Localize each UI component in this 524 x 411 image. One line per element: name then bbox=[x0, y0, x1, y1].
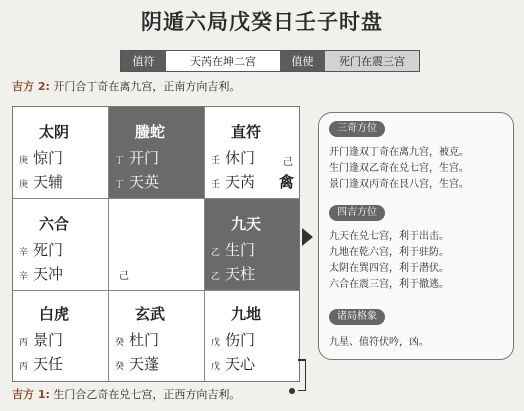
gate-name: 景门 bbox=[33, 331, 64, 349]
sanqi-line: 生门逢双乙奇在兑七宫，生宫。 bbox=[329, 163, 469, 174]
heaven-stem: 戊 bbox=[211, 338, 221, 348]
bottom-note-text: 生门合乙奇在兑七宫，正西方向吉利。 bbox=[53, 388, 241, 401]
star-name: 天冲 bbox=[33, 265, 64, 283]
palace-star-row bbox=[19, 353, 63, 374]
palace-extra-star: 禽 bbox=[279, 173, 295, 191]
top-note-key: 吉方 2: bbox=[12, 80, 50, 93]
palace-gate-row bbox=[211, 239, 255, 260]
geju-line: 九星、值符伏吟，凶。 bbox=[329, 337, 429, 348]
palace-god: 太阴 bbox=[39, 123, 70, 141]
heaven-stem: 庚 bbox=[19, 156, 29, 166]
palace-god: 直符 bbox=[231, 123, 262, 141]
zhifu-value: 天芮在坤二宫 bbox=[166, 51, 280, 71]
gate-name: 休门 bbox=[225, 149, 256, 167]
heaven-stem: 丙 bbox=[19, 338, 29, 348]
palace-star-row bbox=[211, 171, 255, 192]
palace-star-row bbox=[211, 353, 255, 374]
palace-star-row bbox=[115, 353, 159, 374]
palace-kan1 bbox=[109, 291, 205, 381]
earth-stem: 乙 bbox=[211, 272, 221, 282]
palace-xun4 bbox=[13, 107, 109, 199]
gate-name: 生门 bbox=[225, 241, 256, 259]
palace-god: 玄武 bbox=[135, 305, 166, 323]
palace-li9 bbox=[109, 107, 205, 199]
palace-gate-row bbox=[19, 329, 63, 350]
palace-god: 九天 bbox=[231, 215, 262, 233]
earth-stem: 戊 bbox=[211, 362, 221, 372]
palace-gate-row bbox=[115, 329, 159, 350]
sigong-line: 六合在震三宫，利于撤逃。 bbox=[329, 279, 449, 290]
gate-name: 死门 bbox=[33, 241, 64, 259]
sanqi-header: 三奇方位 bbox=[329, 121, 385, 137]
palace-gen8 bbox=[13, 291, 109, 381]
gate-name: 伤门 bbox=[225, 331, 256, 349]
palace-star-row bbox=[115, 171, 159, 192]
star-name: 天任 bbox=[33, 355, 64, 373]
palace-gate-row bbox=[211, 147, 255, 168]
earth-stem: 庚 bbox=[19, 180, 29, 190]
heaven-stem: 壬 bbox=[211, 156, 221, 166]
sanqi-line: 开门逢双丁奇在离九宫，被克。 bbox=[329, 147, 469, 158]
palace-star-row bbox=[19, 171, 63, 192]
palace-qian6 bbox=[205, 291, 299, 381]
palace-star-row bbox=[19, 263, 63, 284]
star-name: 天柱 bbox=[225, 265, 256, 283]
gate-name: 杜门 bbox=[129, 331, 160, 349]
palace-god: 九地 bbox=[231, 305, 262, 323]
star-name: 天英 bbox=[129, 173, 160, 191]
palace-gate-row bbox=[19, 147, 63, 168]
earth-stem: 丁 bbox=[115, 180, 125, 190]
palace-gate-row bbox=[211, 329, 255, 350]
palace-center5 bbox=[109, 199, 205, 291]
palace-gate-row bbox=[19, 239, 63, 260]
sigong-line: 太阴在巽四宫，利于潜伏。 bbox=[329, 263, 449, 274]
palace-gate-row bbox=[115, 147, 159, 168]
earth-stem: 辛 bbox=[19, 272, 29, 282]
palace-star-row bbox=[211, 263, 255, 284]
right-arrow-icon bbox=[302, 228, 313, 246]
sigong-line: 九天在兑七宫，利于出击。 bbox=[329, 231, 449, 242]
heaven-stem: 乙 bbox=[211, 248, 221, 258]
zhishi-value: 死门在震三宫 bbox=[325, 51, 419, 71]
zhishi-label: 值使 bbox=[280, 51, 325, 71]
gate-name: 开门 bbox=[129, 149, 160, 167]
connector-dot-icon bbox=[289, 388, 295, 394]
top-note-text: 开门合丁奇在离九宫，正南方向吉利。 bbox=[53, 80, 241, 93]
heaven-stem: 辛 bbox=[19, 248, 29, 258]
top-auspicious-note bbox=[12, 78, 240, 94]
page-title: 阴遁六局戊癸日壬子时盘 bbox=[141, 9, 383, 34]
earth-stem: 癸 bbox=[115, 362, 125, 372]
heaven-stem: 癸 bbox=[115, 338, 125, 348]
palace-god: 六合 bbox=[39, 215, 70, 233]
bottom-auspicious-note bbox=[12, 386, 240, 402]
zhifu-label: 值符 bbox=[121, 51, 166, 71]
palace-dui7 bbox=[205, 199, 299, 291]
palace-kun2 bbox=[205, 107, 299, 199]
sanqi-line: 景门逢双丙奇在艮八宫，生宫。 bbox=[329, 179, 469, 190]
side-panel bbox=[318, 112, 514, 360]
center-stem: 己 bbox=[119, 271, 129, 282]
palace-grid bbox=[12, 106, 300, 382]
heaven-stem: 丁 bbox=[115, 156, 125, 166]
gate-name: 惊门 bbox=[33, 149, 64, 167]
geju-header: 诸局格象 bbox=[329, 309, 385, 325]
star-name: 天芮 bbox=[225, 173, 256, 191]
connector-line bbox=[298, 360, 306, 391]
zhifu-zhishi-bar bbox=[120, 50, 420, 72]
palace-god: 白虎 bbox=[39, 305, 70, 323]
bottom-note-key: 吉方 1: bbox=[12, 388, 50, 401]
star-name: 天蓬 bbox=[129, 355, 160, 373]
palace-zhen3 bbox=[13, 199, 109, 291]
star-name: 天辅 bbox=[33, 173, 64, 191]
sigong-header: 四吉方位 bbox=[329, 205, 385, 221]
palace-god: 螣蛇 bbox=[135, 123, 166, 141]
sigong-line: 九地在乾六宫，利于驻防。 bbox=[329, 247, 449, 258]
palace-extra-stem: 己 bbox=[283, 157, 293, 168]
earth-stem: 壬 bbox=[211, 180, 221, 190]
earth-stem: 丙 bbox=[19, 362, 29, 372]
star-name: 天心 bbox=[225, 355, 256, 373]
